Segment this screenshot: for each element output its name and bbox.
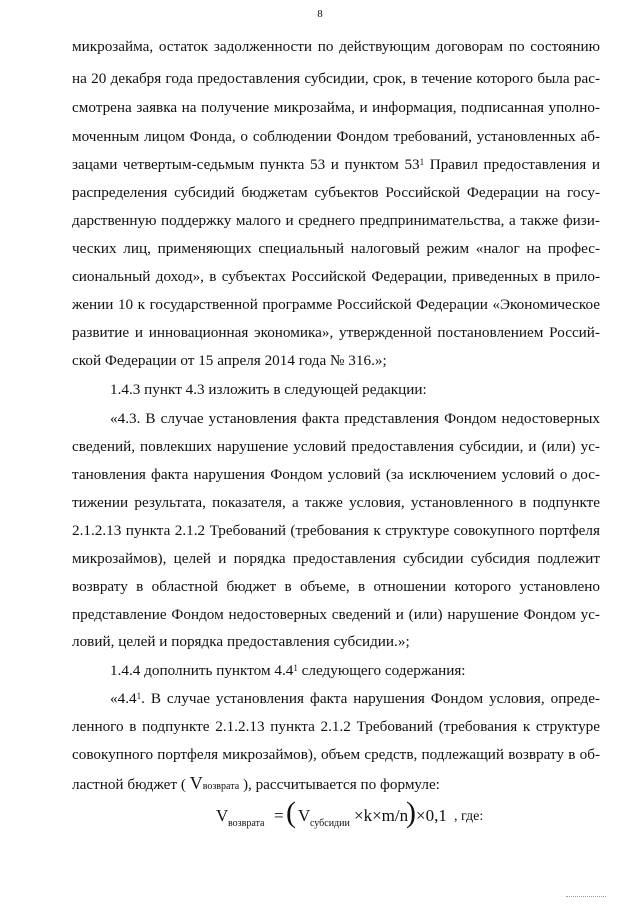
text-line: распределения субсидий бюджетам субъектов Российской Федерации на госу- — [72, 184, 600, 201]
text-line: ческих лиц, применяющих специальный налоговый режим «налог на профес- — [72, 240, 600, 257]
formula-lhs: V — [216, 806, 229, 825]
page-number: 8 — [317, 8, 323, 20]
formula-equals: = — [274, 806, 284, 825]
formula-rest: ×k×m/n — [354, 806, 409, 825]
text-line: совокупного портфеля микрозаймов), объем средств, подлежащий возврату в об- — [72, 746, 600, 763]
text-line: смотрена заявка на получение микрозайма, и информация, подписанная уполно- — [72, 99, 600, 116]
text-line: 1.4.3 пункт 4.3 изложить в следующей редакции: — [110, 381, 427, 398]
text-line: сиональный доход», в субъектах Российской Федерации, приведенных в прило- — [72, 268, 600, 285]
text-line: развитие и инновационная экономика», утвержденной постановлением Россий- — [72, 324, 600, 341]
text-line: представление Фондом недостоверных сведений и (или) нарушение Фондом ус- — [72, 606, 600, 623]
formula-open-paren: ( — [286, 796, 296, 829]
formula-close-paren: ) — [406, 796, 416, 829]
text-line: 1.4.4 дополнить пунктом $4.4^1$ следующего содержания: — [110, 662, 466, 679]
text-line: тановления факта нарушения Фондом условий (за исключением условий о дос- — [72, 466, 600, 483]
text-line: сведений, повлекших нарушение условий предоставления субсидии, и (или) ус- — [72, 438, 600, 455]
superscript: 1 — [136, 691, 142, 701]
text-line: тижении результата, показателя, а также условия, установленного в подпункте — [72, 494, 600, 511]
text-line: микрозаймов), целей и порядка предоставления субсидии субсидия подлежит — [72, 550, 600, 567]
text-line: ленного в подпункте 2.1.2.13 пункта 2.1.2 Требований (требования к структуре — [72, 718, 600, 735]
formula-lhs-subscript: возврата — [228, 818, 265, 829]
formula-where: , где: — [454, 809, 484, 824]
text-line: ластной бюджет ( Vвозврата ), рассчитывается по формуле: — [72, 773, 440, 793]
text-line: ской Федерации от 15 апреля 2014 года № 316.»; — [72, 352, 387, 369]
text-line: возврату в областной бюджет в объеме, в отношении которого установлено — [72, 578, 600, 595]
text-line: ловий, целей и порядка предоставления субсидии.»; — [72, 633, 410, 650]
superscript: 1 — [419, 157, 425, 167]
text-line: 2.1.2.13 пункта 2.1.2 Требований (требования к структуре совокупного портфеля — [72, 522, 600, 539]
text-line: моченным лицом Фонда, о соблюдении Фондом требований, установленных аб- — [72, 128, 600, 145]
formula — [216, 796, 516, 840]
text-line: «4.3. В случае установления факта представления Фондом недостоверных — [110, 410, 600, 427]
formula-v: V — [298, 806, 311, 825]
text-line: «$4.4^1$. В случае установления факта нарушения Фондом условия, опреде- — [110, 690, 600, 707]
text-line: жении 10 к государственной программе Российской Федерации «Экономическое — [72, 296, 600, 313]
text-line: микрозайма, остаток задолженности по действующим договорам по состоянию — [72, 38, 600, 55]
scan-mark — [566, 896, 606, 899]
superscript: 1 — [293, 663, 298, 673]
text-line: на 20 декабря года предоставления субсидии, срок, в течение которого была рас- — [72, 70, 600, 87]
text-line: дарственную поддержку малого и среднего предпринимательства, а также физи- — [72, 212, 600, 229]
formula-v-subscript: субсидии — [310, 818, 350, 829]
text-line: зацами четвертым-седьмым пункта 53 и пунктом $53^1$ Правил предоставления и — [72, 156, 601, 173]
formula-tail: ×0,1 — [416, 806, 447, 825]
